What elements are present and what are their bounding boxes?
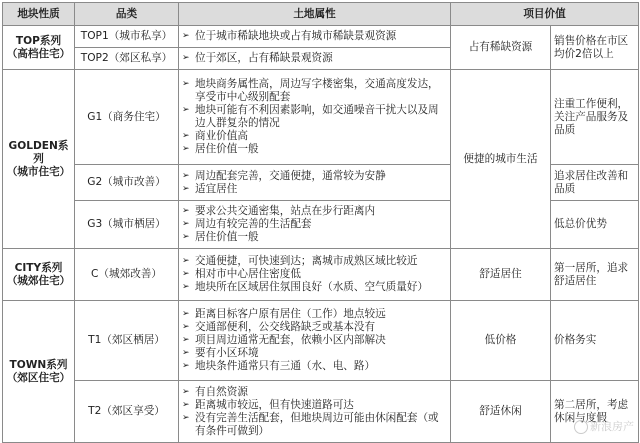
table-row bbox=[3, 26, 639, 48]
table-row bbox=[3, 249, 639, 301]
attr-item: ➢ 要有小区环境 bbox=[182, 347, 447, 360]
value2-g1: 注重工作便利，关注产品服务及品质 bbox=[551, 70, 639, 165]
attrs-t2 bbox=[179, 381, 451, 443]
attr-item: ➢ 周边有较完善的生活配套 bbox=[182, 218, 447, 231]
type-city-sub: （城郊住宅） bbox=[6, 274, 71, 287]
type-town-name: TOWN系列 bbox=[9, 358, 68, 371]
type-top-name: TOP系列 bbox=[15, 34, 62, 47]
value-t1: 低价格 bbox=[451, 301, 551, 381]
value-city: 舒适居住 bbox=[451, 249, 551, 301]
attr-item: ➢ 居住价值一般 bbox=[182, 231, 447, 244]
value-top: 占有稀缺资源 bbox=[451, 26, 551, 70]
attrs-g1 bbox=[179, 70, 451, 165]
type-city bbox=[3, 249, 75, 301]
watermark bbox=[574, 418, 634, 434]
attr-item: ➢ 位于城市稀缺地块或占有城市稀缺景观资源 bbox=[182, 30, 447, 43]
attr-item: ➢ 商业价值高 bbox=[182, 130, 447, 143]
type-golden-sub: （城市住宅） bbox=[6, 165, 71, 178]
table-row bbox=[3, 70, 639, 165]
category-g3: G3（城市栖居） bbox=[75, 201, 179, 249]
category-g2: G2（城市改善） bbox=[75, 165, 179, 201]
attr-item: ➢ 没有完善生活配套，但地块周边可能由休闲配套（或有条件可做到） bbox=[182, 412, 447, 438]
attr-item: ➢ 距离城市较远，但有快速道路可达 bbox=[182, 399, 447, 412]
category-t2: T2（郊区享受） bbox=[75, 381, 179, 443]
type-town bbox=[3, 301, 75, 443]
category-t1: T1（郊区栖居） bbox=[75, 301, 179, 381]
table-row bbox=[3, 301, 639, 381]
value2-city: 第一居所，追求舒适居住 bbox=[551, 249, 639, 301]
product-matrix-table bbox=[2, 2, 639, 443]
header-row bbox=[3, 3, 639, 26]
attr-item: ➢ 适宜居住 bbox=[182, 183, 447, 196]
attrs-g3 bbox=[179, 201, 451, 249]
watermark-text: 新浪房产 bbox=[590, 420, 634, 433]
type-golden-name: GOLDEN系列 bbox=[8, 139, 69, 165]
attrs-t1 bbox=[179, 301, 451, 381]
category-top2: TOP2（郊区私享） bbox=[75, 48, 179, 70]
attr-item: ➢ 项目周边通常无配套，依赖小区内部解决 bbox=[182, 334, 447, 347]
value2-g2: 追求居住改善和品质 bbox=[551, 165, 639, 201]
attr-item: ➢ 交通便捷，可快速到达；离城市成熟区域比较近 bbox=[182, 255, 447, 268]
value-t2: 舒适休闲 bbox=[451, 381, 551, 443]
table-row bbox=[3, 381, 639, 443]
attr-item: ➢ 地块商务属性高，周边写字楼密集，交通高度发达，享受市中心级别配套 bbox=[182, 78, 447, 104]
watermark-logo-icon bbox=[574, 420, 588, 434]
attr-item: ➢ 周边配套完善，交通便捷，通常较为安静 bbox=[182, 170, 447, 183]
category-c: C（城郊改善） bbox=[75, 249, 179, 301]
value2-g3: 低总价优势 bbox=[551, 201, 639, 249]
attr-item: ➢ 位于郊区，占有稀缺景观资源 bbox=[182, 52, 447, 65]
header-project-value: 项目价值 bbox=[451, 3, 639, 26]
value-golden: 便捷的城市生活 bbox=[451, 70, 551, 249]
type-top-sub: （高档住宅） bbox=[6, 47, 71, 60]
attrs-top2 bbox=[179, 48, 451, 70]
attr-item: ➢ 地块条件通常只有三通（水、电、路） bbox=[182, 360, 447, 373]
attr-item: ➢ 相对市中心居住密度低 bbox=[182, 268, 447, 281]
value2-t2: 第二居所，考虑休闲与度假 bbox=[551, 381, 639, 443]
attr-item: ➢ 交通部便利，公交线路缺乏或基本没有 bbox=[182, 321, 447, 334]
value2-t1: 价格务实 bbox=[551, 301, 639, 381]
attr-item: ➢ 有自然资源 bbox=[182, 386, 447, 399]
attr-item: ➢ 距离目标客户原有居住（工作）地点较远 bbox=[182, 308, 447, 321]
attr-item: ➢ 地块可能有不利因素影响，如交通噪音干扰大以及周边人群复杂的情况 bbox=[182, 104, 447, 130]
type-city-name: CITY系列 bbox=[14, 261, 63, 274]
type-town-sub: （郊区住宅） bbox=[6, 371, 71, 384]
header-land-type: 地块性质 bbox=[3, 3, 75, 26]
type-golden bbox=[3, 70, 75, 249]
category-g1: G1（商务住宅） bbox=[75, 70, 179, 165]
attr-item: ➢ 地块所在区域居住氛围良好（水质、空气质量好） bbox=[182, 281, 447, 294]
attrs-g2 bbox=[179, 165, 451, 201]
attr-item: ➢ 居住价值一般 bbox=[182, 143, 447, 156]
type-top bbox=[3, 26, 75, 70]
header-category: 品类 bbox=[75, 3, 179, 26]
attrs-top1 bbox=[179, 26, 451, 48]
header-land-attributes: 土地属性 bbox=[179, 3, 451, 26]
attrs-c bbox=[179, 249, 451, 301]
attr-item: ➢ 要求公共交通密集，站点在步行距离内 bbox=[182, 205, 447, 218]
value2-top: 销售价格在市区均价2倍以上 bbox=[551, 26, 639, 70]
category-top1: TOP1（城市私享） bbox=[75, 26, 179, 48]
